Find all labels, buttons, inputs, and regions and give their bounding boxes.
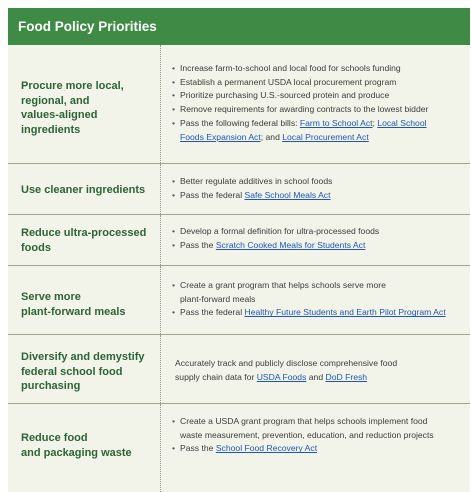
- row-label: Use cleaner ingredients: [21, 184, 146, 196]
- dod-fresh-link[interactable]: DoD Fresh: [325, 371, 368, 382]
- scratch-cooked-meals-act-link[interactable]: Scratch Cooked Meals for Students Act: [215, 239, 366, 250]
- list-item-continuation: Foods Expansion Act; and Local Procurement Act: [180, 131, 369, 142]
- row-content: [172, 279, 464, 320]
- column-divider: [160, 335, 161, 403]
- list-item: • Create a grant program that helps schools serve more: [172, 279, 464, 293]
- list-item: • Pass the federal Safe School Meals Act: [172, 189, 464, 203]
- row-content: [172, 415, 464, 456]
- local-school-foods-link[interactable]: Foods Expansion Act: [180, 131, 261, 142]
- table-row: [8, 215, 470, 265]
- list-item: • Establish a permanent USDA local procurement program: [172, 76, 464, 90]
- table-row: [8, 335, 470, 403]
- column-divider: [160, 404, 161, 492]
- row-label: Reduce ultra-processed foods: [21, 227, 147, 254]
- row-label: Procure more local, regional, and values-aligned ingredients: [21, 80, 124, 136]
- row-label: Reduce food and packaging waste: [21, 432, 132, 459]
- paragraph-line: Accurately track and publicly disclose comprehensive food: [175, 358, 398, 368]
- table-row: [8, 164, 470, 214]
- school-food-recovery-act-link[interactable]: School Food Recovery Act: [215, 443, 318, 454]
- list-item: • Create a USDA grant program that helps schools implement food: [172, 415, 464, 429]
- list-item: • Pass the federal Healthy Future Students and Earth Pilot Program Act: [172, 306, 464, 320]
- usda-foods-link[interactable]: USDA Foods: [256, 371, 307, 382]
- column-divider: [160, 266, 161, 334]
- row-content: [172, 225, 464, 252]
- table-row: [8, 404, 470, 492]
- list-item: • Better regulate additives in school foods: [172, 175, 464, 189]
- row-content: [172, 175, 464, 202]
- list-item-continuation: waste measurement, prevention, education, and reduction projects: [180, 429, 434, 440]
- row-content: [172, 62, 464, 144]
- paragraph-line: supply chain data for USDA Foods and DoD Fresh: [175, 371, 368, 382]
- table-row: [8, 266, 470, 334]
- table-header: [8, 8, 470, 45]
- list-item: • Pass the School Food Recovery Act: [172, 442, 464, 456]
- list-item: • Increase farm-to-school and local food for schools funding: [172, 62, 464, 76]
- policy-table: [8, 45, 470, 492]
- table-row: [8, 45, 470, 163]
- column-divider: [160, 164, 161, 214]
- row-content: [175, 357, 467, 384]
- column-divider: [160, 45, 161, 163]
- list-item-continuation: plant-forward meals: [180, 293, 256, 304]
- list-item: • Develop a formal definition for ultra-processed foods: [172, 225, 464, 239]
- column-divider: [160, 215, 161, 265]
- row-label: Serve more plant-forward meals: [21, 291, 126, 318]
- page-title: Food Policy Priorities: [18, 19, 157, 34]
- safe-school-meals-act-link[interactable]: Safe School Meals Act: [244, 189, 331, 200]
- local-procurement-act-link[interactable]: Local Procurement Act: [282, 131, 369, 142]
- farm-to-school-act-link[interactable]: Farm to School Act: [299, 117, 373, 128]
- list-item: • Pass the Scratch Cooked Meals for Students Act: [172, 239, 464, 253]
- list-item: • Pass the following federal bills: Farm to School Act; Local School: [172, 117, 464, 131]
- list-item: • Remove requirements for awarding contracts to the lowest bidder: [172, 103, 464, 117]
- list-item: • Prioritize purchasing U.S.-sourced protein and produce: [172, 89, 464, 103]
- row-label: Diversify and demystify federal school food purchasing: [21, 351, 145, 392]
- local-school-foods-link[interactable]: Local School: [377, 117, 427, 128]
- healthy-future-students-act-link[interactable]: Healthy Future Students and Earth Pilot Program Act: [244, 307, 446, 318]
